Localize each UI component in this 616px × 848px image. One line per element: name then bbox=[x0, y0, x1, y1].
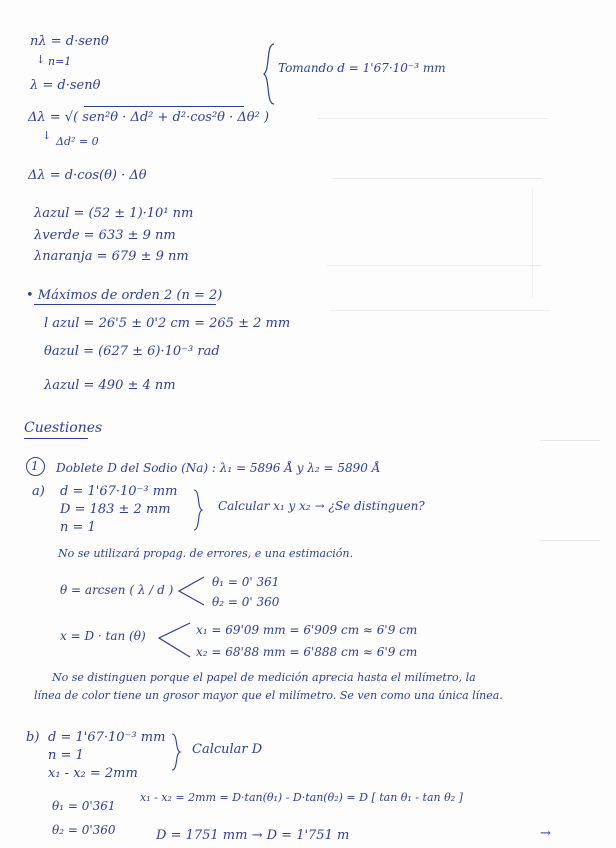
bleed-through-rule bbox=[532, 188, 533, 298]
bleed-through-rule bbox=[540, 440, 600, 441]
result-lambda-verde: λverde = 633 ± 9 nm bbox=[34, 228, 176, 243]
bleed-through-rule bbox=[327, 265, 542, 266]
part-a-D: D = 183 ± 2 mm bbox=[60, 502, 171, 517]
questions-heading: Cuestiones bbox=[24, 420, 103, 436]
order2-theta-azul: θazul = (627 ± 6)·10⁻³ rad bbox=[44, 344, 220, 359]
part-b-n: n = 1 bbox=[48, 748, 84, 763]
bleed-through-rule bbox=[330, 310, 550, 311]
question-number: 1 bbox=[31, 459, 39, 473]
arrow-down-icon: ↓ bbox=[36, 53, 46, 66]
result-lambda-azul: λazul = (52 ± 1)·10¹ nm bbox=[34, 206, 194, 221]
part-b-theta1: θ₁ = 0'361 bbox=[52, 799, 116, 813]
formula-lambda: λ = d·senθ bbox=[30, 78, 101, 93]
sqrt-overline bbox=[84, 106, 244, 107]
curly-brace-icon bbox=[262, 42, 276, 106]
order2-heading-underline bbox=[34, 304, 216, 305]
curly-brace-icon bbox=[170, 732, 182, 772]
bleed-through-rule bbox=[332, 178, 542, 179]
part-b-theta2: θ₂ = 0'360 bbox=[52, 823, 116, 837]
order2-heading: • Máximos de orden 2 (n = 2) bbox=[26, 288, 223, 303]
continue-arrow-icon: → bbox=[540, 826, 551, 841]
part-a-theta1: θ₁ = 0' 361 bbox=[212, 575, 280, 589]
formula-delta-lambda: Δλ = √( sen²θ · Δd² + d²·cos²θ · Δθ² ) bbox=[28, 110, 270, 125]
split-bracket-icon bbox=[156, 620, 192, 660]
part-b-task: Calcular D bbox=[192, 742, 263, 757]
order2-lambda-azul: λazul = 490 ± 4 nm bbox=[44, 378, 176, 393]
part-b-equation: x₁ - x₂ = 2mm = D·tan(θ₁) - D·tan(θ₂) = D [ tan θ₁ - tan θ₂ ] bbox=[140, 791, 463, 804]
part-a-note: No se utilizará propag. de errores, e una estimación. bbox=[58, 547, 353, 560]
part-b-label: b) bbox=[26, 730, 40, 745]
part-a-d: d = 1'67·10⁻³ mm bbox=[60, 484, 178, 499]
part-a-x-eq: x = D · tan (θ) bbox=[60, 629, 146, 643]
formula-delta-lambda-simplified: Δλ = d·cos(θ) · Δθ bbox=[28, 168, 147, 183]
result-lambda-naranja: λnaranja = 679 ± 9 nm bbox=[34, 249, 189, 264]
part-a-label: a) bbox=[32, 484, 45, 499]
delta-d-zero: Δd² = 0 bbox=[56, 135, 99, 148]
bleed-through-rule bbox=[318, 118, 548, 119]
bleed-through-rule bbox=[540, 540, 600, 541]
order2-l-azul: l azul = 26'5 ± 0'2 cm = 265 ± 2 mm bbox=[44, 316, 291, 331]
part-a-theta2: θ₂ = 0' 360 bbox=[212, 595, 280, 609]
question-1-title: Doblete D del Sodio (Na) : λ₁ = 5896 Å y λ₂ = 5890 Å bbox=[56, 461, 381, 475]
arrow-down-icon: ↓ bbox=[42, 129, 52, 142]
part-a-n: n = 1 bbox=[60, 520, 96, 535]
curly-brace-icon bbox=[192, 488, 204, 532]
part-b-result: D = 1751 mm → D = 1'751 m bbox=[156, 828, 350, 843]
questions-heading-underline bbox=[24, 438, 88, 439]
split-bracket-icon bbox=[176, 574, 206, 608]
part-a-conclusion-2: línea de color tiene un grosor mayor que el milímetro. Se ven como una única línea. bbox=[34, 689, 503, 702]
part-b-d: d = 1'67·10⁻³ mm bbox=[48, 730, 166, 745]
part-a-x2: x₂ = 68'88 mm = 6'888 cm ≈ 6'9 cm bbox=[196, 645, 418, 659]
formula-grating: nλ = d·senθ bbox=[30, 34, 109, 49]
n-equals-1: n=1 bbox=[48, 55, 72, 68]
part-a-x1: x₁ = 69'09 mm = 6'909 cm ≈ 6'9 cm bbox=[196, 623, 418, 637]
part-a-theta-eq: θ = arcsen ( λ / d ) bbox=[60, 583, 174, 597]
part-b-diff: x₁ - x₂ = 2mm bbox=[48, 766, 138, 781]
part-a-conclusion-1: No se distinguen porque el papel de medición aprecia hasta el milímetro, la bbox=[52, 671, 476, 684]
taking-d-value: Tomando d = 1'67·10⁻³ mm bbox=[278, 61, 446, 75]
part-a-task: Calcular x₁ y x₂ → ¿Se distinguen? bbox=[218, 499, 425, 513]
